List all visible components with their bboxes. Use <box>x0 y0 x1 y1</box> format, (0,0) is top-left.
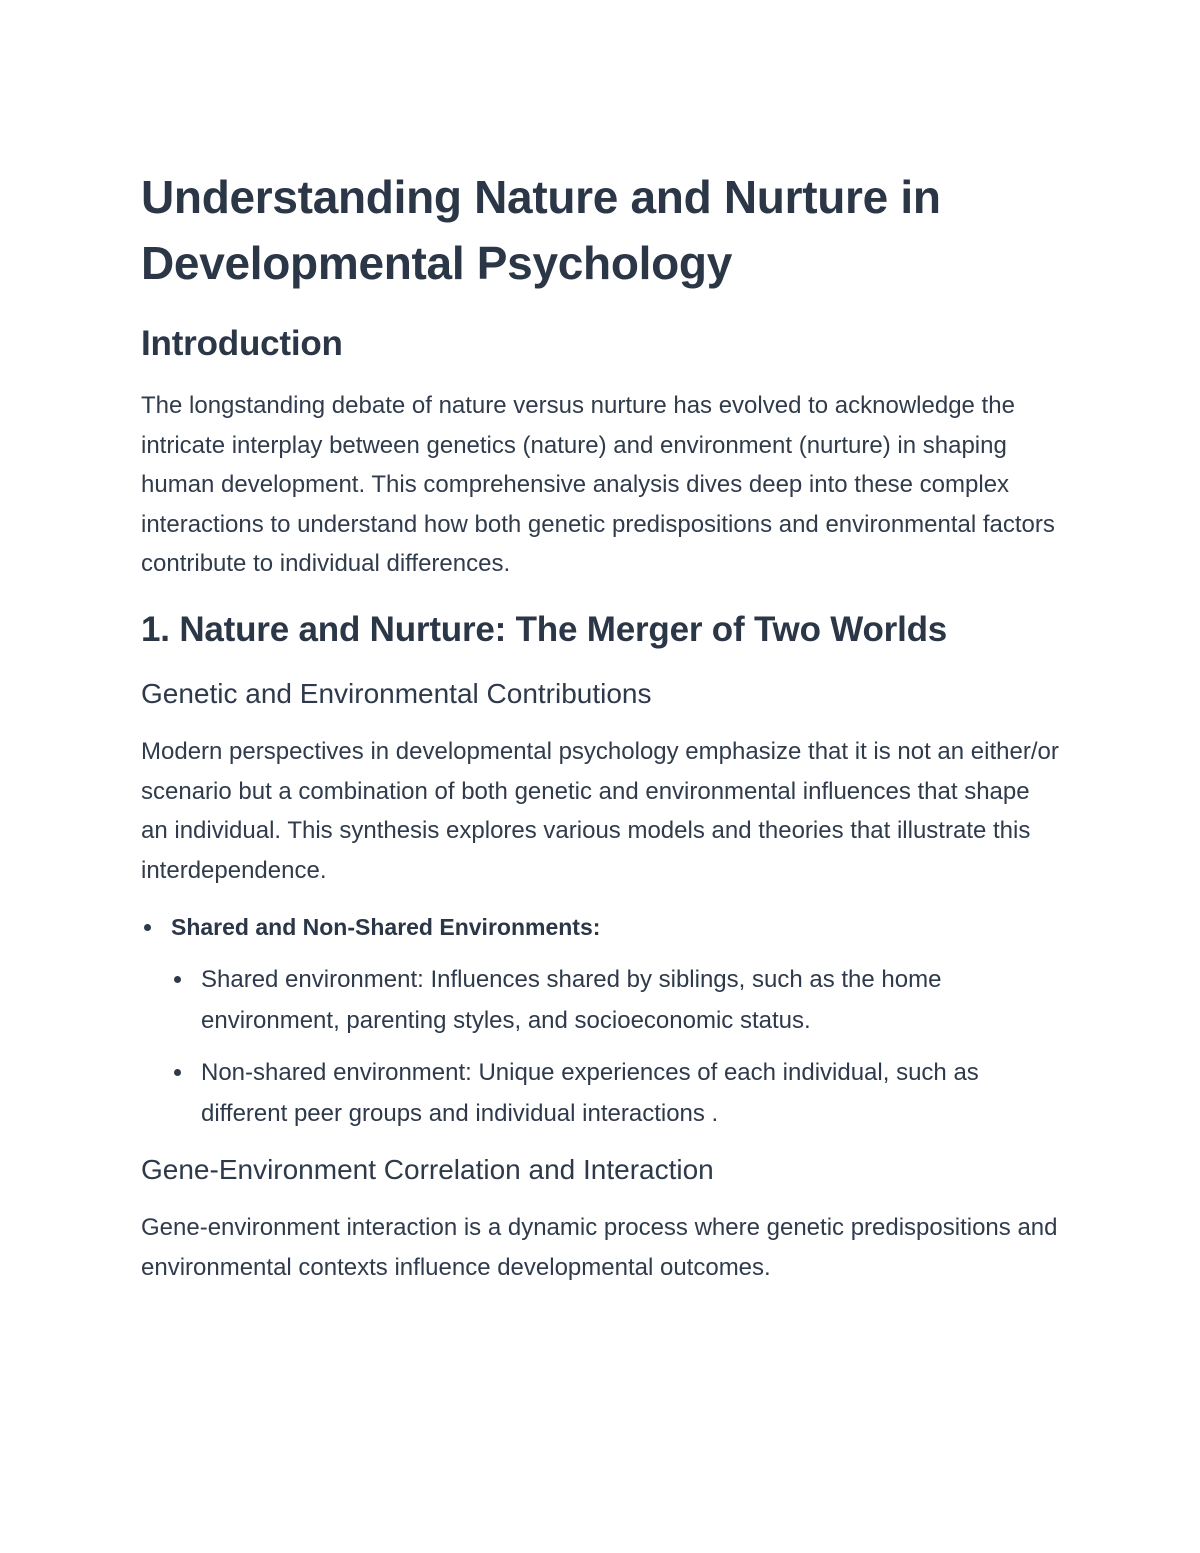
list-item <box>171 959 1061 1041</box>
document-title: Understanding Nature and Nurture in Developmental Psychology <box>141 171 941 289</box>
environments-sublist <box>171 959 1061 1134</box>
bullet-icon <box>174 1069 181 1076</box>
environments-list <box>141 909 1061 1134</box>
document-page <box>141 164 1061 1288</box>
gene-environment-paragraph: Gene-environment interaction is a dynamic process where genetic predispositions and environmental contexts influence developmental outcomes. <box>141 1214 1058 1281</box>
introduction-heading: Introduction <box>141 324 343 363</box>
bullet-icon <box>174 976 181 983</box>
list-item <box>141 909 1061 1134</box>
contributions-paragraph: Modern perspectives in developmental psychology emphasize that it is not an either/or scenario but a combination of both genetic and environmental influences that shape an individual. This synthesis explores various models and theories that illustrate this interdependence. <box>141 737 1059 884</box>
gene-environment-correlation-heading: Gene-Environment Correlation and Interaction <box>141 1154 714 1186</box>
shared-nonshared-label: Shared and Non-Shared Environments: <box>171 914 601 941</box>
list-item <box>171 1052 1061 1134</box>
introduction-paragraph: The longstanding debate of nature versus nurture has evolved to acknowledge the intricate interplay between genetics (nature) and environment (nurture) in shaping human development. This comprehensive analysis dives deep into these complex interactions to understand how both genetic predispositions and environmental factors contribute to individual differences. <box>141 392 1055 578</box>
shared-environment-text: Shared environment: Influences shared by siblings, such as the home environment, parenting styles, and socioeconomic status. <box>201 966 942 1035</box>
genetic-environmental-contributions-heading: Genetic and Environmental Contributions <box>141 677 652 709</box>
bullet-icon <box>144 924 151 931</box>
non-shared-environment-text: Non-shared environment: Unique experiences of each individual, such as different peer groups and individual interactions . <box>201 1059 979 1128</box>
section-1-heading: 1. Nature and Nurture: The Merger of Two Worlds <box>141 609 948 649</box>
